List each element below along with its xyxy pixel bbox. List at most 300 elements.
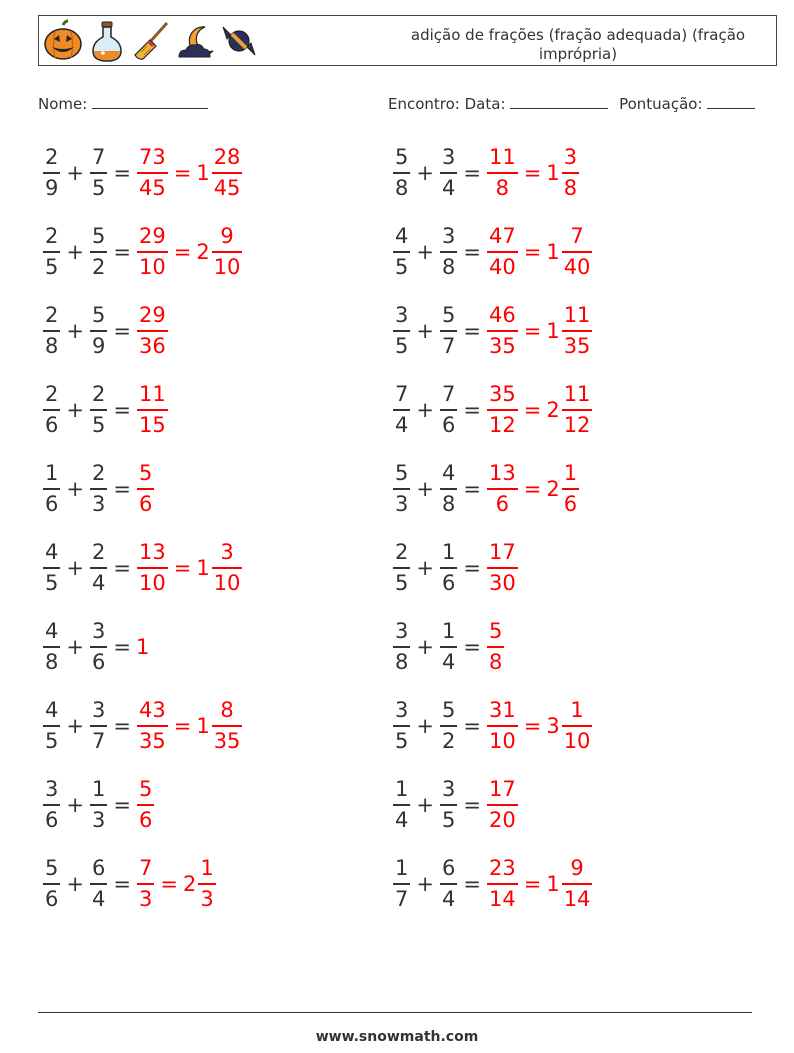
denominator: 5: [395, 570, 409, 595]
equals-sign: =: [160, 872, 178, 896]
numerator: 3: [220, 540, 234, 565]
denominator: 5: [45, 570, 59, 595]
plus-sign: +: [66, 398, 84, 422]
fraction: [562, 305, 593, 357]
denominator: 30: [488, 570, 516, 595]
denominator: 10: [213, 570, 241, 595]
denominator: 4: [395, 807, 409, 832]
fraction-bar: [562, 488, 579, 490]
denominator: 40: [488, 254, 516, 279]
numerator: 3: [45, 777, 59, 802]
numerator: 5: [395, 461, 409, 486]
numerator: 1: [563, 461, 578, 486]
fraction: [487, 621, 504, 673]
plus-sign: +: [416, 793, 434, 817]
numerator: 2: [91, 382, 106, 407]
denominator: 8: [563, 175, 578, 200]
denominator: 7: [395, 886, 409, 911]
fraction-bar: [90, 409, 107, 411]
fraction: [487, 463, 518, 515]
fraction-bar: [212, 725, 243, 727]
numerator: 5: [91, 224, 106, 249]
fraction: [393, 305, 410, 357]
answer-whole: 1: [135, 635, 150, 659]
fraction: [212, 147, 243, 199]
fraction: [487, 226, 518, 278]
numerator: 9: [570, 856, 584, 881]
numerator: 13: [488, 461, 516, 486]
fraction-bar: [90, 330, 107, 332]
denominator: 20: [488, 807, 516, 832]
denominator: 8: [395, 175, 409, 200]
denominator: 9: [45, 175, 59, 200]
denominator: 3: [91, 491, 106, 516]
numerator: 46: [488, 303, 516, 328]
denominator: 3: [395, 491, 409, 516]
equals-sign: =: [173, 161, 192, 185]
fraction-bar: [137, 804, 154, 806]
fraction: [43, 305, 60, 357]
denominator: 45: [213, 175, 241, 200]
fraction-bar: [137, 725, 168, 727]
numerator: 17: [488, 777, 516, 802]
equals-sign: =: [523, 240, 542, 264]
denominator: 35: [213, 728, 241, 753]
denominator: 35: [488, 333, 516, 358]
plus-sign: +: [66, 161, 84, 185]
fraction-bar: [440, 409, 457, 411]
denominator: 45: [138, 175, 166, 200]
fraction-bar: [487, 883, 518, 885]
numerator: 4: [45, 619, 59, 644]
numerator: 2: [91, 540, 106, 565]
fraction-bar: [137, 330, 168, 332]
denominator: 35: [138, 728, 166, 753]
date-blank[interactable]: [510, 94, 608, 109]
denominator: 5: [395, 254, 409, 279]
fraction-bar: [137, 488, 154, 490]
numerator: 3: [441, 777, 456, 802]
fraction: [43, 463, 60, 515]
fraction-bar: [137, 409, 168, 411]
numerator: 7: [138, 856, 153, 881]
problem-row: [42, 774, 155, 836]
fraction-bar: [487, 804, 518, 806]
denominator: 8: [441, 254, 456, 279]
moon-cloud-icon: [175, 19, 215, 63]
mixed-whole: 1: [546, 872, 560, 896]
numerator: 3: [91, 698, 106, 723]
fraction-bar: [440, 567, 457, 569]
fraction: [440, 463, 457, 515]
denominator: 7: [91, 728, 106, 753]
denominator: 14: [563, 886, 591, 911]
plus-sign: +: [66, 477, 84, 501]
equals-sign: =: [523, 161, 542, 185]
denominator: 6: [45, 491, 59, 516]
fraction: [137, 542, 168, 594]
plus-sign: +: [66, 793, 84, 817]
denominator: 6: [495, 491, 510, 516]
numerator: 29: [138, 303, 166, 328]
fraction: [440, 226, 457, 278]
equals-sign: =: [523, 872, 542, 896]
numerator: 3: [395, 619, 409, 644]
numerator: 8: [220, 698, 234, 723]
denominator: 8: [441, 491, 456, 516]
numerator: 5: [138, 461, 153, 486]
fraction: [90, 147, 107, 199]
equals-sign: =: [463, 319, 481, 343]
denominator: 8: [395, 649, 409, 674]
equals-sign: =: [463, 477, 481, 501]
equals-sign: =: [523, 714, 542, 738]
numerator: 4: [395, 224, 409, 249]
fraction-bar: [137, 883, 154, 885]
numerator: 1: [45, 461, 59, 486]
denominator: 10: [563, 728, 591, 753]
denominator: 6: [45, 886, 59, 911]
numerator: 31: [488, 698, 516, 723]
fraction: [440, 779, 457, 831]
plus-sign: +: [416, 556, 434, 580]
score-blank[interactable]: [707, 94, 755, 109]
session-field: [388, 94, 755, 113]
fraction-bar: [43, 725, 60, 727]
fraction-bar: [212, 251, 243, 253]
fraction: [440, 858, 457, 910]
equals-sign: =: [113, 793, 131, 817]
fraction: [393, 384, 410, 436]
fraction-bar: [43, 488, 60, 490]
fraction-bar: [440, 330, 457, 332]
plus-sign: +: [416, 635, 434, 659]
fraction: [137, 384, 168, 436]
problem-row: [42, 537, 243, 599]
fraction-bar: [393, 567, 410, 569]
equals-sign: =: [463, 556, 481, 580]
fraction: [43, 700, 60, 752]
denominator: 5: [395, 333, 409, 358]
fraction: [487, 858, 518, 910]
fraction: [137, 305, 168, 357]
footer-url: www.snowmath.com: [315, 1029, 479, 1045]
numerator: 1: [441, 540, 456, 565]
denominator: 6: [45, 412, 59, 437]
denominator: 5: [441, 807, 456, 832]
plus-sign: +: [416, 161, 434, 185]
equals-sign: =: [173, 556, 192, 580]
potion-icon: [87, 19, 127, 63]
fraction: [43, 147, 60, 199]
numerator: 1: [570, 698, 584, 723]
denominator: 15: [138, 412, 166, 437]
problem-row: [42, 695, 243, 757]
fraction-bar: [487, 409, 518, 411]
equals-sign: =: [113, 635, 131, 659]
fraction: [43, 226, 60, 278]
equals-sign: =: [523, 319, 542, 343]
fraction: [90, 226, 107, 278]
equals-sign: =: [463, 635, 481, 659]
fraction-bar: [198, 883, 215, 885]
fraction: [90, 463, 107, 515]
equals-sign: =: [523, 398, 542, 422]
fraction: [440, 621, 457, 673]
fraction-bar: [562, 409, 593, 411]
numerator: 4: [441, 461, 456, 486]
session-label: Encontro: Data:: [388, 95, 506, 113]
denominator: 6: [441, 570, 456, 595]
mixed-whole: 2: [546, 398, 560, 422]
equals-sign: =: [113, 714, 131, 738]
numerator: 3: [441, 145, 456, 170]
numerator: 7: [441, 382, 456, 407]
pumpkin-icon: [43, 19, 83, 63]
mixed-whole: 2: [196, 240, 210, 264]
fraction: [562, 700, 593, 752]
denominator: 4: [441, 886, 456, 911]
fraction-bar: [562, 172, 579, 174]
fraction: [562, 226, 593, 278]
equals-sign: =: [113, 161, 131, 185]
worksheet-header: [38, 15, 777, 66]
fraction: [393, 463, 410, 515]
fraction: [440, 147, 457, 199]
fraction-bar: [562, 251, 593, 253]
equals-sign: =: [173, 714, 192, 738]
numerator: 73: [138, 145, 166, 170]
fraction: [212, 700, 243, 752]
denominator: 5: [91, 412, 106, 437]
numerator: 4: [45, 698, 59, 723]
mixed-whole: 1: [546, 161, 560, 185]
fraction: [43, 858, 60, 910]
denominator: 8: [488, 649, 503, 674]
fraction: [440, 384, 457, 436]
fraction-bar: [393, 251, 410, 253]
fraction: [393, 542, 410, 594]
denominator: 10: [488, 728, 516, 753]
broom-icon: [131, 19, 171, 63]
fraction: [43, 542, 60, 594]
fraction-bar: [487, 172, 518, 174]
numerator: 11: [563, 303, 591, 328]
denominator: 36: [138, 333, 166, 358]
numerator: 5: [138, 777, 153, 802]
numerator: 3: [441, 224, 456, 249]
fraction: [562, 147, 579, 199]
candy-icon: [219, 19, 259, 63]
mixed-whole: 3: [546, 714, 560, 738]
numerator: 43: [138, 698, 166, 723]
denominator: 8: [45, 649, 59, 674]
problem-row: [42, 142, 243, 204]
fraction: [90, 700, 107, 752]
numerator: 3: [563, 145, 578, 170]
plus-sign: +: [416, 477, 434, 501]
denominator: 10: [138, 254, 166, 279]
fraction: [487, 542, 518, 594]
equals-sign: =: [463, 161, 481, 185]
fraction: [198, 858, 215, 910]
fraction: [440, 305, 457, 357]
plus-sign: +: [66, 556, 84, 580]
denominator: 10: [138, 570, 166, 595]
plus-sign: +: [66, 319, 84, 343]
problem-row: [42, 616, 149, 678]
fraction-bar: [562, 330, 593, 332]
denominator: 6: [138, 491, 153, 516]
denominator: 5: [45, 728, 59, 753]
denominator: 14: [488, 886, 516, 911]
equals-sign: =: [463, 872, 481, 896]
name-blank[interactable]: [92, 94, 208, 109]
fraction-bar: [440, 172, 457, 174]
problem-row: [42, 221, 243, 283]
equals-sign: =: [463, 714, 481, 738]
fraction-bar: [90, 172, 107, 174]
equals-sign: =: [113, 872, 131, 896]
numerator: 7: [395, 382, 409, 407]
equals-sign: =: [113, 398, 131, 422]
equals-sign: =: [113, 240, 131, 264]
denominator: 6: [441, 412, 456, 437]
plus-sign: +: [66, 872, 84, 896]
numerator: 1: [91, 777, 106, 802]
denominator: 5: [45, 254, 59, 279]
score-label: Pontuação:: [619, 95, 703, 113]
numerator: 5: [395, 145, 409, 170]
numerator: 3: [395, 698, 409, 723]
numerator: 35: [488, 382, 516, 407]
denominator: 6: [138, 807, 153, 832]
fraction-bar: [137, 172, 168, 174]
mixed-whole: 1: [546, 319, 560, 343]
fraction: [562, 463, 579, 515]
fraction-bar: [90, 251, 107, 253]
fraction-bar: [43, 567, 60, 569]
numerator: 9: [220, 224, 234, 249]
fraction: [43, 621, 60, 673]
problem-row: [392, 616, 505, 678]
plus-sign: +: [66, 635, 84, 659]
numerator: 2: [395, 540, 409, 565]
fraction: [440, 700, 457, 752]
fraction-bar: [90, 725, 107, 727]
fraction-bar: [90, 804, 107, 806]
fraction-bar: [43, 883, 60, 885]
problem-row: [392, 774, 519, 836]
plus-sign: +: [416, 398, 434, 422]
fraction-bar: [393, 725, 410, 727]
denominator: 40: [563, 254, 591, 279]
denominator: 4: [91, 570, 106, 595]
fraction: [562, 858, 593, 910]
denominator: 35: [563, 333, 591, 358]
fraction: [487, 700, 518, 752]
fraction: [212, 542, 243, 594]
denominator: 10: [213, 254, 241, 279]
fraction-bar: [562, 725, 593, 727]
denominator: 8: [45, 333, 59, 358]
problem-row: [392, 300, 593, 362]
problem-row: [392, 221, 593, 283]
fraction: [137, 147, 168, 199]
fraction-bar: [393, 330, 410, 332]
fraction-bar: [393, 409, 410, 411]
numerator: 2: [45, 303, 59, 328]
numerator: 4: [45, 540, 59, 565]
equals-sign: =: [113, 556, 131, 580]
denominator: 3: [91, 807, 106, 832]
fraction-bar: [440, 725, 457, 727]
plus-sign: +: [416, 319, 434, 343]
numerator: 5: [91, 303, 106, 328]
fraction-bar: [440, 646, 457, 648]
denominator: 9: [91, 333, 106, 358]
equals-sign: =: [463, 793, 481, 817]
numerator: 11: [488, 145, 516, 170]
denominator: 6: [563, 491, 578, 516]
equals-sign: =: [113, 319, 131, 343]
problem-row: [42, 300, 169, 362]
fraction-bar: [487, 251, 518, 253]
denominator: 12: [488, 412, 516, 437]
fraction-bar: [137, 251, 168, 253]
numerator: 5: [488, 619, 503, 644]
numerator: 28: [213, 145, 241, 170]
fraction-bar: [43, 646, 60, 648]
denominator: 5: [91, 175, 106, 200]
fraction: [137, 226, 168, 278]
denominator: 4: [91, 886, 106, 911]
numerator: 23: [488, 856, 516, 881]
fraction: [393, 621, 410, 673]
fraction-bar: [90, 567, 107, 569]
numerator: 1: [200, 856, 214, 881]
denominator: 4: [441, 175, 456, 200]
equals-sign: =: [523, 477, 542, 501]
denominator: 6: [45, 807, 59, 832]
fraction-bar: [487, 488, 518, 490]
numerator: 3: [91, 619, 106, 644]
equals-sign: =: [113, 477, 131, 501]
problem-row: [392, 458, 580, 520]
fraction: [43, 779, 60, 831]
fraction: [137, 779, 154, 831]
fraction-bar: [393, 804, 410, 806]
fraction-bar: [43, 251, 60, 253]
numerator: 13: [138, 540, 166, 565]
denominator: 4: [441, 649, 456, 674]
numerator: 1: [395, 777, 409, 802]
numerator: 2: [45, 145, 59, 170]
denominator: 3: [200, 886, 214, 911]
denominator: 8: [495, 175, 510, 200]
fraction-bar: [487, 330, 518, 332]
fraction: [90, 779, 107, 831]
numerator: 7: [91, 145, 106, 170]
problem-row: [42, 853, 217, 915]
fraction: [90, 542, 107, 594]
fraction: [487, 147, 518, 199]
fraction-bar: [212, 567, 243, 569]
numerator: 5: [441, 698, 456, 723]
fraction: [487, 779, 518, 831]
fraction: [137, 463, 154, 515]
fraction-bar: [440, 488, 457, 490]
